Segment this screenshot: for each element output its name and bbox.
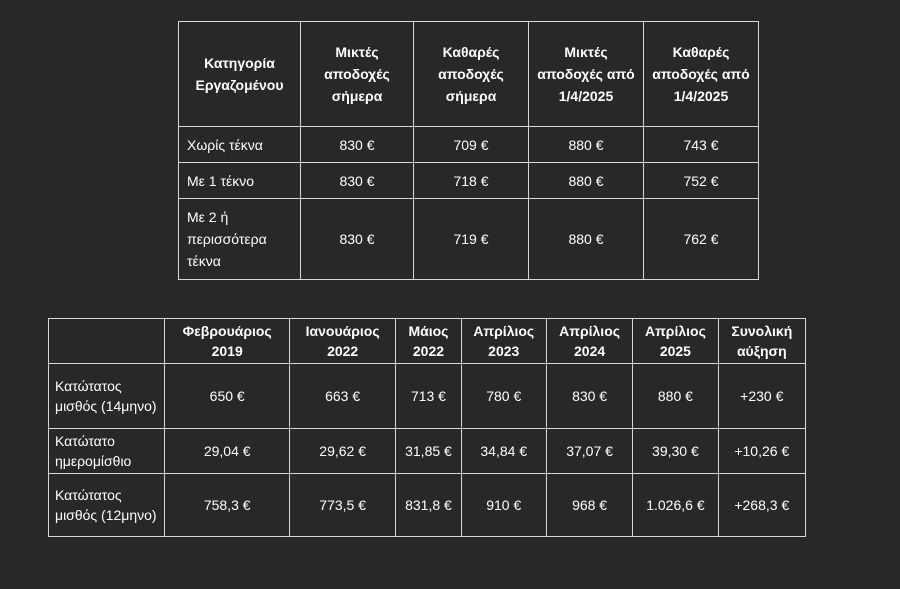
header-may-2022: Μάιος 2022 — [396, 319, 461, 364]
header-net-from-april: Καθαρές αποδοχές από 1/4/2025 — [644, 22, 759, 127]
table-cell: 880 € — [529, 127, 644, 163]
table-cell: 880 € — [529, 199, 644, 280]
table-cell: 773,5 € — [289, 474, 395, 537]
row-label: Κατώτατος μισθός (12μηνο) — [49, 474, 165, 537]
header-apr-2025: Απρίλιος 2025 — [633, 319, 718, 364]
table-cell: 758,3 € — [165, 474, 289, 537]
header-empty — [49, 319, 165, 364]
table-row — [49, 364, 806, 429]
header-total-increase: Συνολική αύξηση — [718, 319, 805, 364]
table-cell: 780 € — [461, 364, 546, 429]
table-cell: 830 € — [301, 199, 414, 280]
table-cell: 743 € — [644, 127, 759, 163]
table-cell: 880 € — [633, 364, 718, 429]
table-row — [179, 199, 759, 280]
table-row — [49, 474, 806, 537]
wage-header-row — [49, 319, 806, 364]
table-row — [49, 429, 806, 474]
row-label: Κατώτατος μισθός (14μηνο) — [49, 364, 165, 429]
table-cell: 762 € — [644, 199, 759, 280]
table-cell: +230 € — [718, 364, 805, 429]
table-cell: 718 € — [414, 163, 529, 199]
table-cell: 39,30 € — [633, 429, 718, 474]
table-cell: 650 € — [165, 364, 289, 429]
header-net-today: Καθαρές αποδοχές σήμερα — [414, 22, 529, 127]
row-label: Με 2 ή περισσότερα τέκνα — [179, 199, 301, 280]
table-cell: 29,62 € — [289, 429, 395, 474]
header-gross-from-april: Μικτές αποδοχές από 1/4/2025 — [529, 22, 644, 127]
table-row — [179, 127, 759, 163]
table-cell: 910 € — [461, 474, 546, 537]
table-cell: 831,8 € — [396, 474, 461, 537]
table-cell: 29,04 € — [165, 429, 289, 474]
header-feb-2019: Φεβρουάριος 2019 — [165, 319, 289, 364]
table-cell: 830 € — [301, 127, 414, 163]
header-employee-category: Κατηγορία Εργαζομένου — [179, 22, 301, 127]
row-label: Κατώτατο ημερομίσθιο — [49, 429, 165, 474]
header-jan-2022: Ιανουάριος 2022 — [289, 319, 395, 364]
header-apr-2023: Απρίλιος 2023 — [461, 319, 546, 364]
table-cell: 752 € — [644, 163, 759, 199]
table-cell: 31,85 € — [396, 429, 461, 474]
table-cell: +10,26 € — [718, 429, 805, 474]
header-apr-2024: Απρίλιος 2024 — [546, 319, 632, 364]
minimum-wage-table — [48, 318, 806, 537]
table-cell: 830 € — [546, 364, 632, 429]
table-row — [179, 163, 759, 199]
table-cell: 713 € — [396, 364, 461, 429]
table-cell: 830 € — [301, 163, 414, 199]
table-cell: 968 € — [546, 474, 632, 537]
table-cell: 34,84 € — [461, 429, 546, 474]
row-label: Χωρίς τέκνα — [179, 127, 301, 163]
table-cell: 663 € — [289, 364, 395, 429]
row-label: Με 1 τέκνο — [179, 163, 301, 199]
table-cell: +268,3 € — [718, 474, 805, 537]
table-cell: 880 € — [529, 163, 644, 199]
earnings-table — [178, 21, 759, 280]
table-cell: 37,07 € — [546, 429, 632, 474]
table-cell: 719 € — [414, 199, 529, 280]
table-cell: 709 € — [414, 127, 529, 163]
header-gross-today: Μικτές αποδοχές σήμερα — [301, 22, 414, 127]
table-cell: 1.026,6 € — [633, 474, 718, 537]
earnings-header-row — [179, 22, 759, 127]
